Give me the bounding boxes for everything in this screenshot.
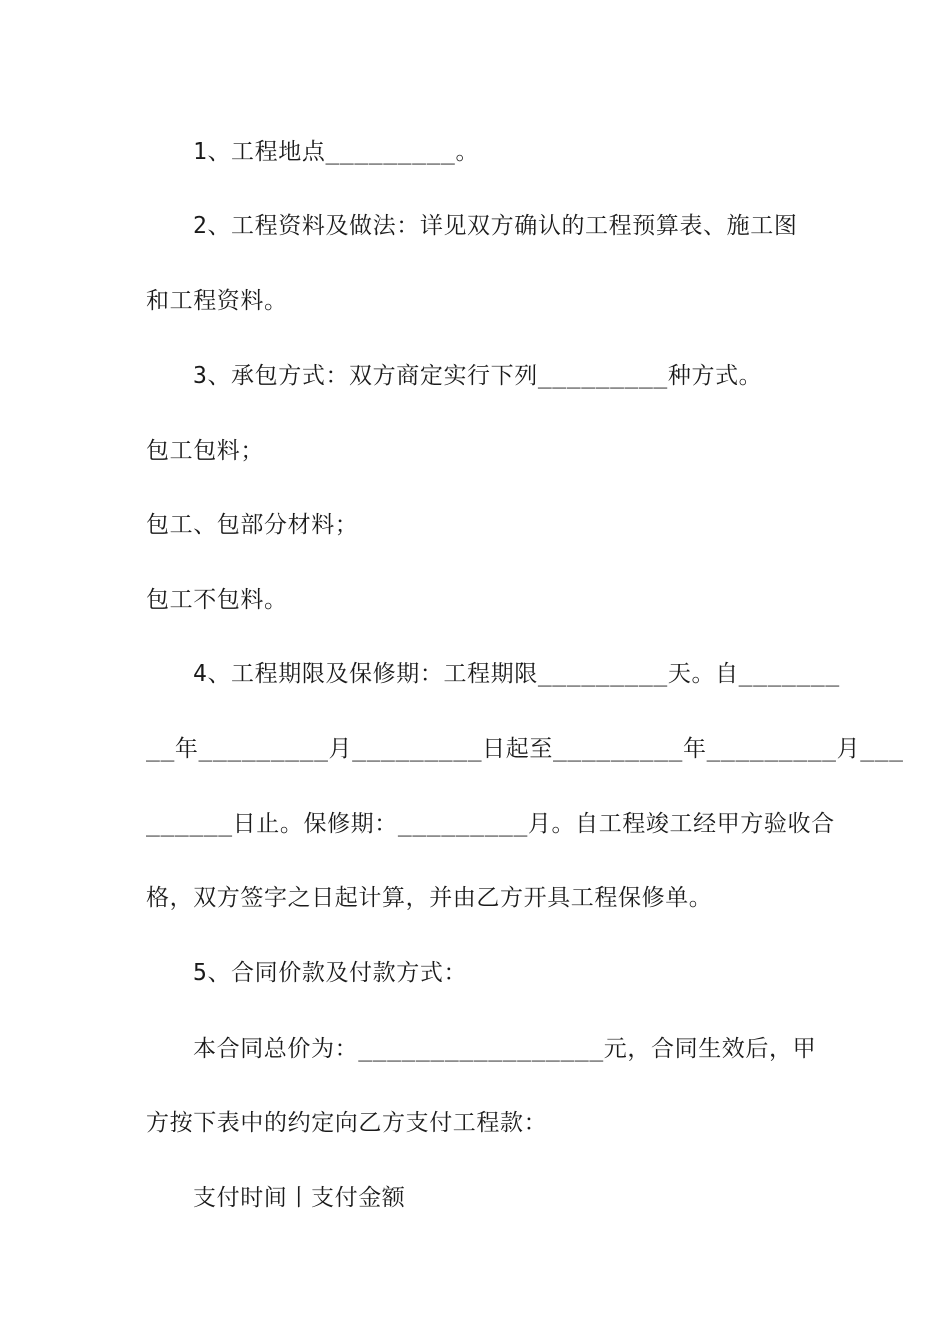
- clause-1-location: 1、工程地点_________。: [193, 139, 480, 165]
- mode-option-3: 包工不包料。: [146, 587, 288, 613]
- clause-5-payment: 5、合同价款及付款方式：: [193, 960, 468, 986]
- mode-option-2: 包工、包部分材料；: [146, 512, 359, 538]
- contract-total-price: 本合同总价为：_________________元，合同生效后，甲: [193, 1036, 817, 1062]
- payment-continuation: 方按下表中的约定向乙方支付工程款：: [146, 1110, 548, 1136]
- clause-4-period: 4、工程期限及保修期：工程期限_________天。自_______: [193, 661, 840, 687]
- clause-2-continuation: 和工程资料。: [146, 288, 288, 314]
- clause-2-materials: 2、工程资料及做法：详见双方确认的工程预算表、施工图: [193, 213, 798, 239]
- clause-4-continuation: 格，双方签字之日起计算，并由乙方开具工程保修单。: [146, 885, 713, 911]
- clause-3-contract-mode: 3、承包方式：双方商定实行下列_________种方式。: [193, 363, 763, 389]
- mode-option-1: 包工包料；: [146, 438, 264, 464]
- clause-4-dates: __年_________月_________日起至_________年_________月___: [146, 736, 904, 762]
- payment-table-header: 支付时间丨支付金额: [193, 1185, 406, 1211]
- clause-4-warranty: ______日止。保修期：_________月。自工程竣工经甲方验收合: [146, 811, 835, 837]
